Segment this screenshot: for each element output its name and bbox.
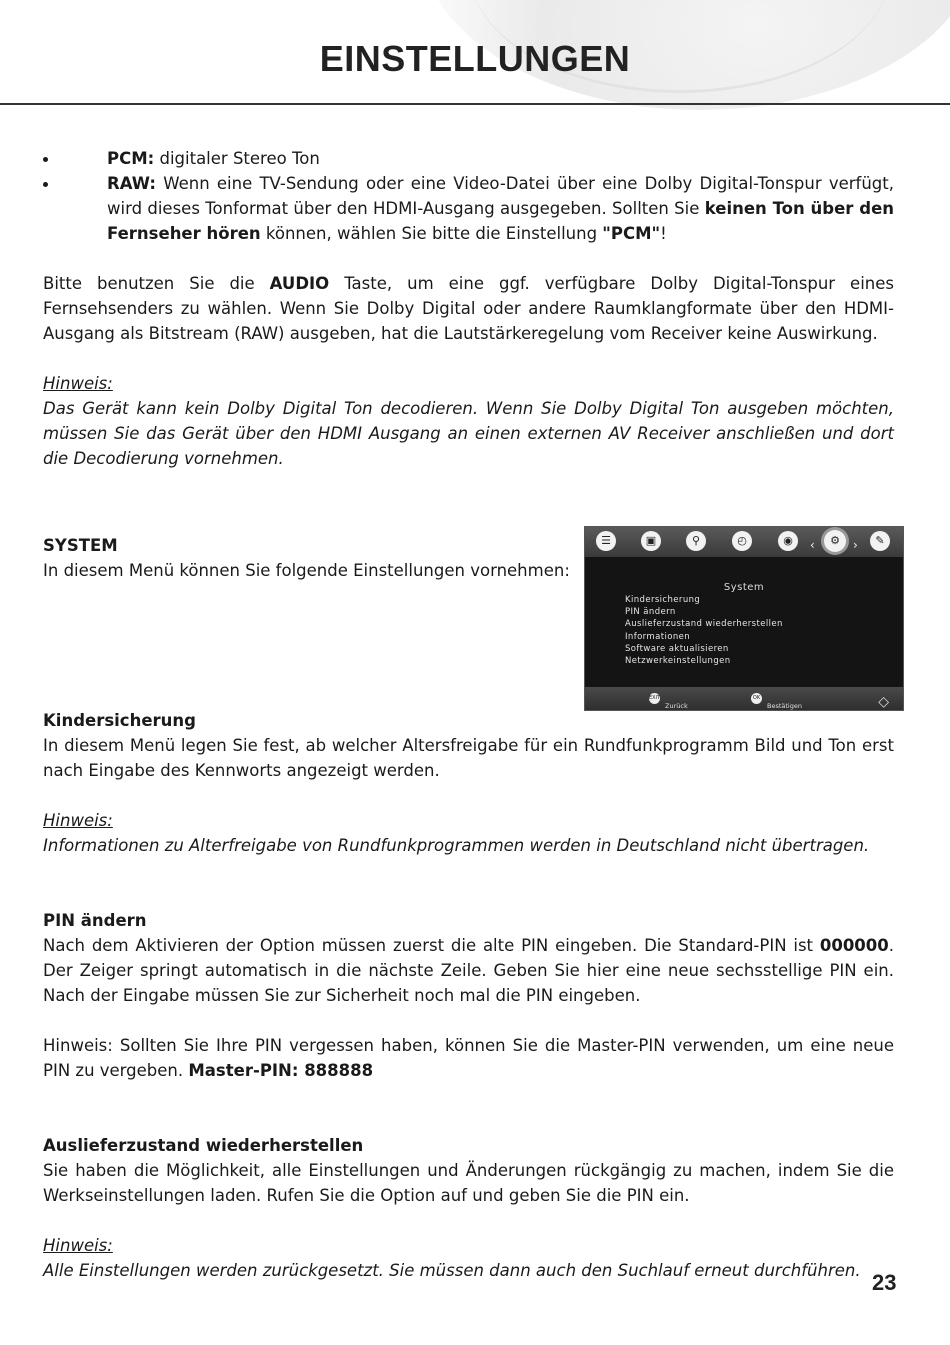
audio-paragraph: Bitte benutzen Sie die AUDIO Taste, um eine ggf. verfügbare Dolby Digital-Tonspur eines Fernsehsenders zu wählen. Wenn Sie Dolby Digital oder andere Raumklangformate über den HDMI-Ausgang als Bitstream (RAW) ausgeben, hat die Lautstärkeregelung vom Receiver keine Auswirkung. (43, 274, 894, 343)
system-intro: In diesem Menü können Sie folgende Einstellungen vornehmen: (43, 561, 570, 580)
arrow-left-icon: ‹ (810, 538, 815, 552)
menu-item: Kindersicherung (625, 595, 701, 605)
menu-item: Auslieferzustand wiederherstellen (625, 619, 783, 630)
bullet-icon (43, 157, 48, 162)
navigation-arrows-icon: ◇ (878, 694, 889, 710)
page-content (43, 146, 894, 1283)
pin-text: Nach dem Aktivieren der Option müssen zuerst die alte PIN eingeben. Die Standard-PIN ist 000000. Der Zeiger springt automatisch in die nächste Zeile. Geben Sie hier eine neue sechsstellige PIN ein. Nach der Eingabe müssen Sie zur Sicherheit noch mal die PIN eingeben. (43, 936, 894, 1005)
kindersicherung-text: In diesem Menü legen Sie fest, ab welcher Altersfreigabe für ein Rundfunkprogramm Bild und Ton erst nach Eingabe des Kennworts angezeigt werden. (43, 736, 894, 780)
clock-icon: ◴ (732, 531, 752, 551)
ok-key-icon: OK (751, 693, 762, 704)
audio-format-list (43, 146, 894, 246)
menu-bottom-bar (585, 687, 903, 710)
note-label: Hinweis: (43, 374, 113, 393)
section-heading-system: SYSTEM (43, 536, 118, 555)
system-menu-screenshot (584, 526, 904, 711)
text-pcm: digitaler Stereo Ton (154, 149, 320, 168)
text-raw-bold: keinen Ton über den Fernseher hören (107, 199, 895, 243)
section-heading-reset: Auslieferzustand wiederherstellen (43, 1136, 364, 1155)
note-label: Hinweis: (43, 1236, 113, 1255)
arrow-right-icon: › (853, 538, 858, 552)
page-title: EINSTELLUNGEN (319, 38, 631, 79)
note-text: Alle Einstellungen werden zurückgesetzt. Sie müssen dann auch den Suchlauf erneut durchführen. (43, 1261, 861, 1280)
search-icon: ⚲ (686, 531, 706, 551)
menu-item: Netzwerkeinstellungen (625, 656, 731, 667)
pin-note: Hinweis: Sollten Sie Ihre PIN vergessen haben, können Sie die Master-PIN verwenden, um eine neue PIN zu vergeben. Master-PIN: 888888 (43, 1036, 894, 1080)
list-item-pcm (43, 146, 894, 171)
menu-icon-bar (585, 527, 903, 557)
list-icon: ☰ (596, 531, 616, 551)
term-raw: RAW: (107, 174, 157, 193)
note-label: Hinweis: (43, 811, 113, 830)
note-text: Das Gerät kann kein Dolby Digital Ton decodieren. Wenn Sie Dolby Digital Ton ausgeben möchten, müssen Sie das Gerät über den HDMI Ausgang an einen externen AV Receiver anschließen und dort die Decodierung vornehmen. (43, 399, 894, 468)
audio-key-label: AUDIO (269, 274, 330, 293)
note-text: Informationen zu Alterfreigabe von Rundfunkprogrammen werden in Deutschland nicht übertragen. (43, 836, 870, 855)
gear-icon: ⚙ (824, 530, 846, 552)
menu-title: System (723, 582, 765, 593)
text-raw-cont: können, wählen Sie bitte die Einstellung (260, 224, 603, 243)
text-raw-end: ! (660, 224, 667, 243)
header-divider (0, 103, 950, 105)
page-number: 23 (872, 1270, 897, 1295)
list-item-raw (43, 171, 894, 246)
reset-text: Sie haben die Möglichkeit, alle Einstellungen und Änderungen rückgängig zu machen, indem Sie die Werkseinstellungen laden. Rufen Sie die Option auf und geben Sie die PIN ein. (43, 1161, 894, 1205)
menu-item: Informationen (625, 631, 691, 642)
section-heading-kindersicherung: Kindersicherung (43, 711, 196, 730)
text-raw: Wenn eine TV-Sendung oder eine Video-Datei über eine Dolby Digital-Tonspur verfügt, wird dieses Tonformat über den HDMI-Ausgang ausgegeben. Sollten Sie (107, 174, 894, 218)
section-heading-pin: PIN ändern (43, 911, 147, 930)
menu-list (625, 594, 783, 667)
exit-key-icon: EXIT (649, 693, 660, 704)
media-icon: ▣ (641, 531, 661, 551)
system-section (43, 533, 894, 708)
menu-item: Software aktualisieren (625, 643, 729, 654)
master-pin: Master-PIN: 888888 (188, 1061, 374, 1080)
globe-icon: ◉ (778, 531, 798, 551)
text-raw-pcm: "PCM" (602, 224, 661, 243)
menu-item: PIN ändern (625, 607, 676, 618)
standard-pin: 000000 (819, 936, 889, 955)
confirm-label: Bestätigen (767, 702, 802, 710)
tools-icon: ✎ (870, 531, 890, 551)
back-label: Zurück (665, 702, 688, 710)
bullet-icon (43, 182, 48, 187)
term-pcm: PCM: (107, 149, 155, 168)
